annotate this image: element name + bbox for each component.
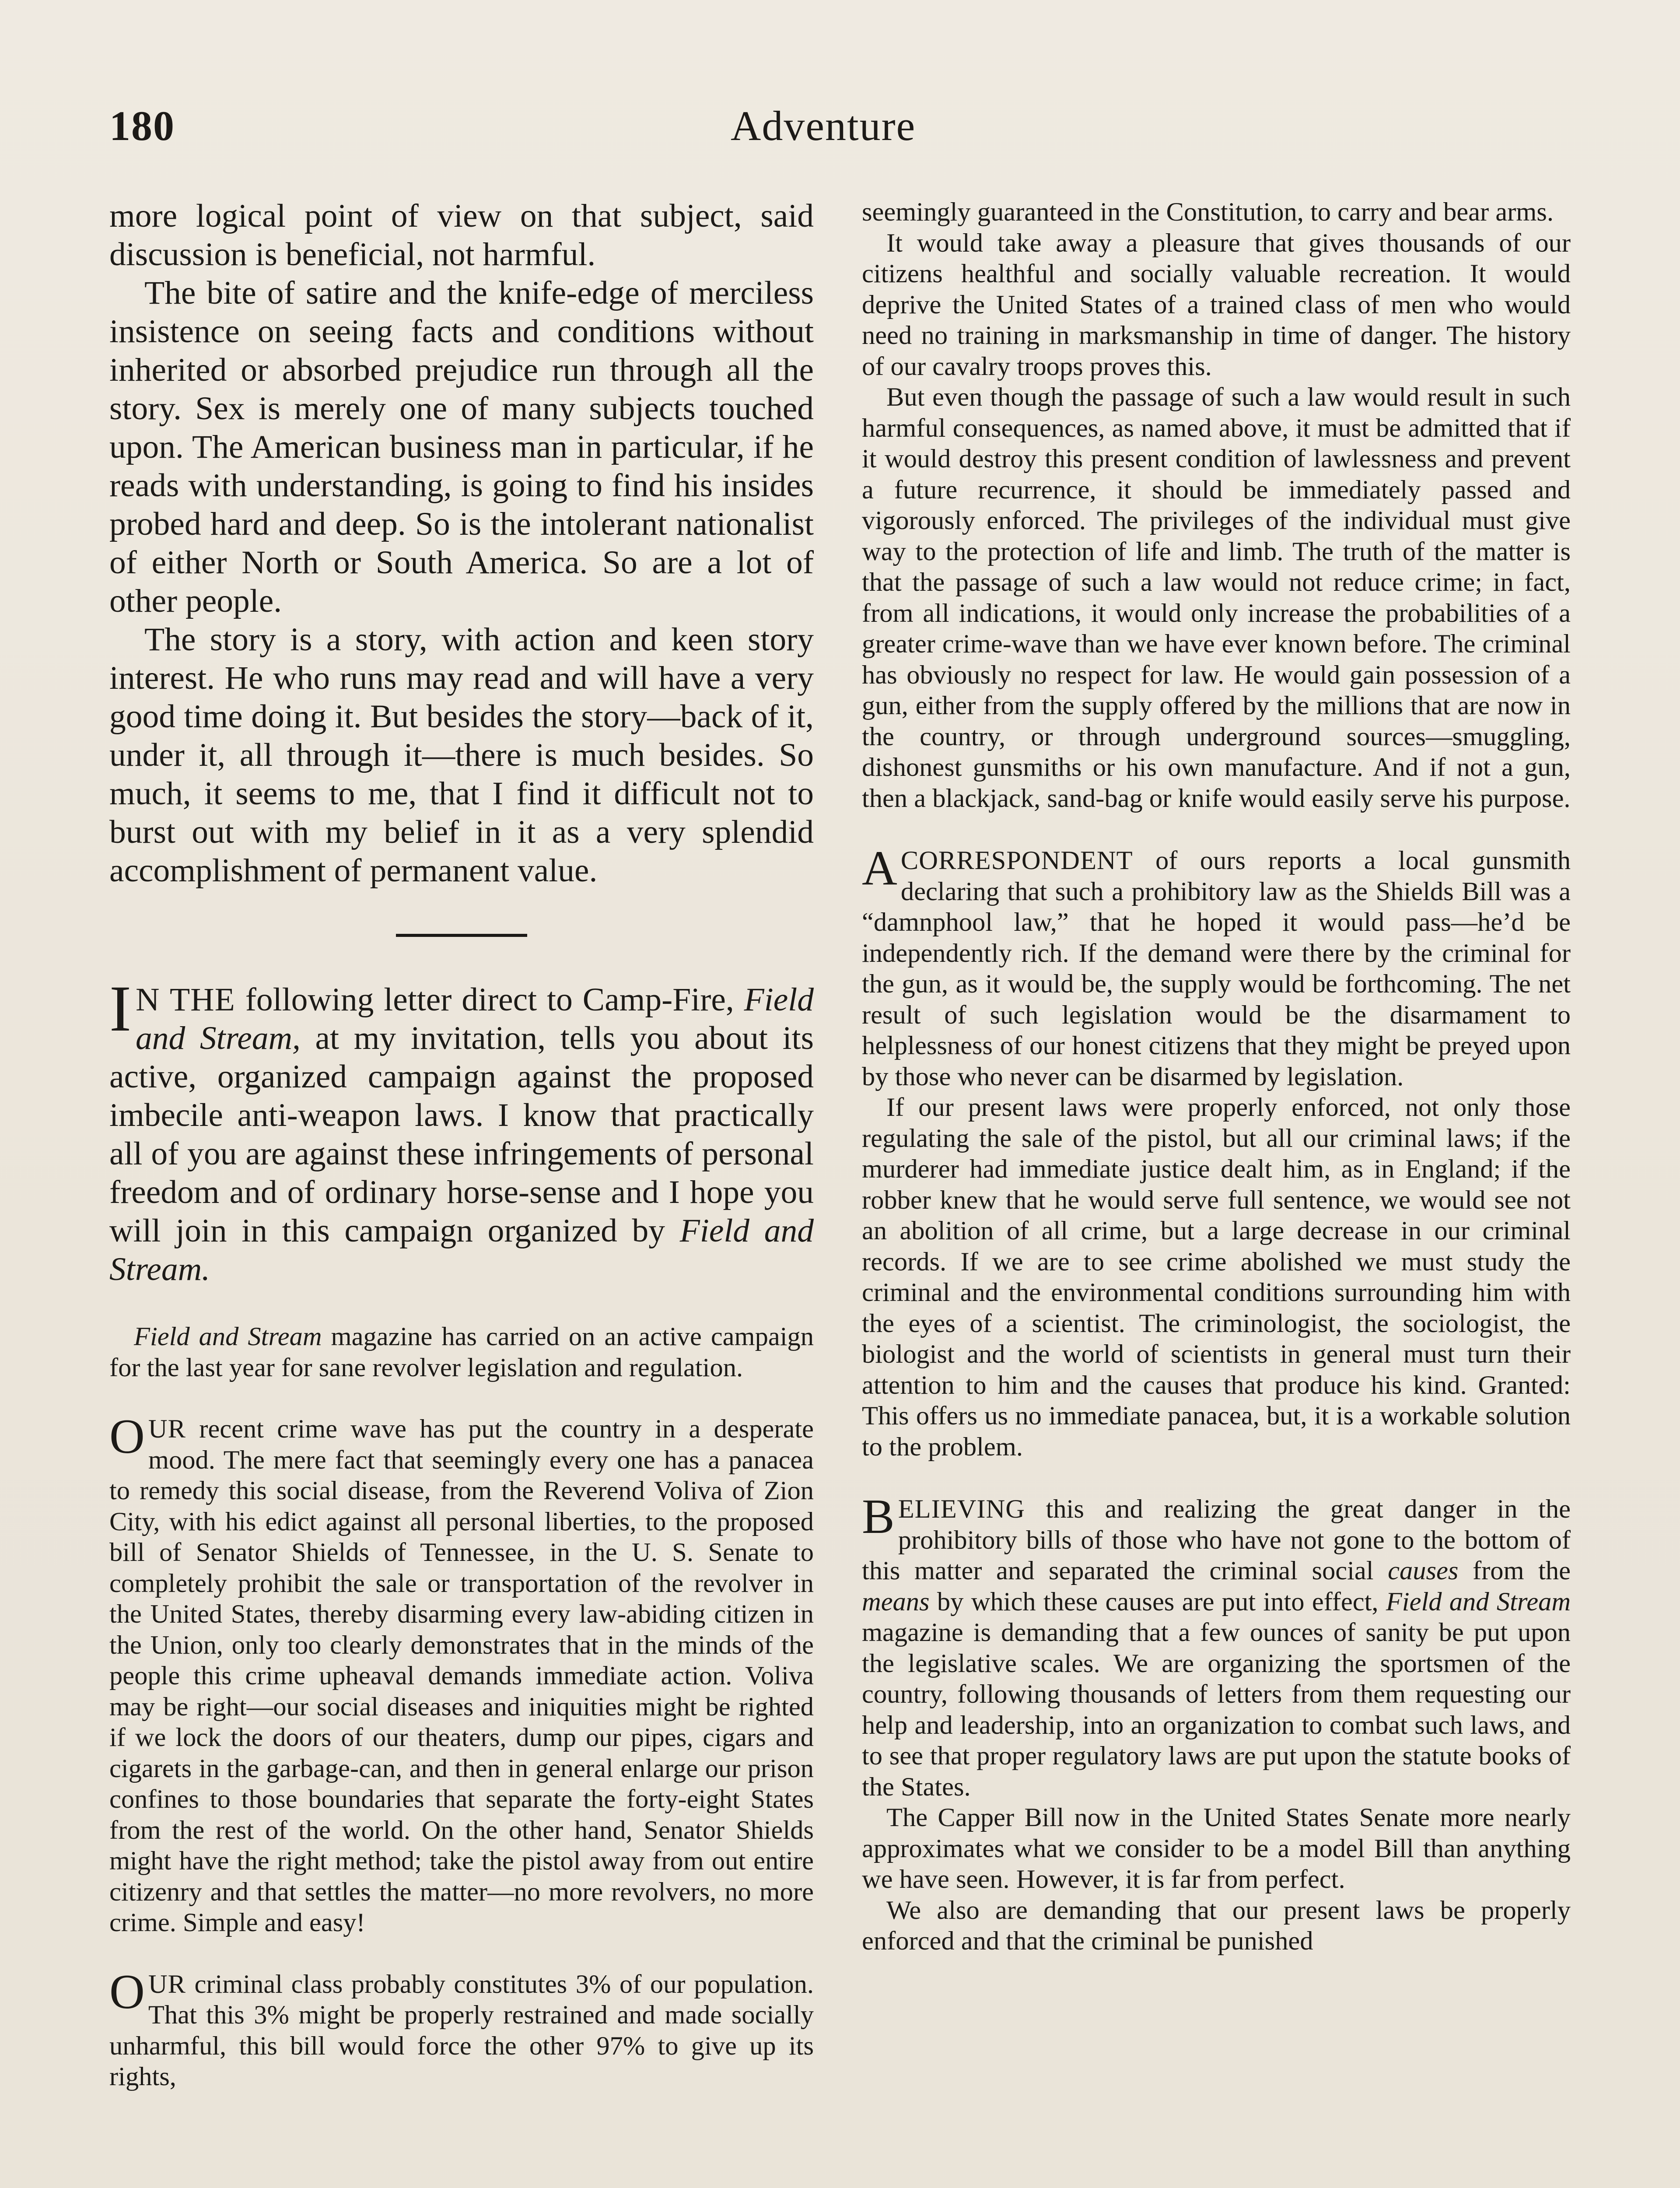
emphasis: causes: [1388, 1556, 1459, 1585]
paragraph: more logical point of view on that subject, said discussion is beneficial, not harmful.: [109, 198, 814, 273]
text-run: this and realizing the great danger in the prohibitory bills of those who have not gone to the bottom of this matter and separated the criminal social: [862, 1494, 1571, 1585]
text-run: by which these causes are put into effect,: [929, 1587, 1386, 1616]
text-run: from the: [1458, 1556, 1571, 1585]
small-caps-lead: CORRESPONDENT: [900, 846, 1133, 875]
text-run: at my invitation, tells you about its active, organized campaign against the proposed imbecile anti-weapon laws. I know that practically all of you are against these infringements of personal freedom and of ordinary horse-sense and I hope you will join in this campaign organized by: [109, 1020, 814, 1249]
paragraph: The Capper Bill now in the United States Senate more nearly approximates what we consider to be a model Bill than anything we have seen. However, it is far from perfect.: [862, 1803, 1571, 1894]
drop-cap: B: [862, 1490, 895, 1544]
paragraph: We also are demanding that our present laws be properly enforced and that the criminal be punished: [862, 1895, 1571, 1956]
small-caps-lead: UR: [148, 1414, 186, 1444]
magazine-name: Field and Stream.: [109, 1213, 814, 1287]
running-head: Adventure: [731, 102, 916, 149]
paragraph: It would take away a pleasure that gives thousands of our citizens healthful and socially valuable recreation. It would deprive the United States of a trained class of men who would need no training in marksmanship in time of danger. The history of our cavalry troops proves this.: [862, 228, 1571, 381]
emphasis: means: [862, 1587, 930, 1616]
paragraph: If our present laws were properly enforced, not only those regulating the sale of the pistol, but all our criminal laws; if the murderer had immediate justice dealt him, as in England; if the robber knew that he would serve full sentence, we would see not an abolition of all crime, but a large decrease in our criminal records. If we are to see crime abolished we must study the criminal and the environmental conditions surrounding him with the eyes of a scientist. The criminologist, the sociologist, the biologist and the world of scientists in general must turn their attention to him and the causes that produce his kind. Granted: This offers us no immediate panacea, but, it is a workable solution to the problem.: [862, 1093, 1571, 1462]
paragraph: But even though the passage of such a law would result in such harmful consequences, as named above, it must be admitted that if it would destroy this present condition of lawlessness and prevent a future recurrence, it should be immediately passed and vigorously enforced. The privileges of the individual must give way to the protection of life and limb. The truth of the matter is that the passage of such a law would not reduce crime; in fact, from all indications, it would only increase the probabilities of a greater crime-wave than we have ever known before. The criminal has obviously no respect for law. He would gain possession of a gun, either from the supply offered by the millions that are now in the country, or through underground sources—smuggling, dishonest gunsmiths or his own manufacture. And if not a gun, then a blackjack, sand-bag or knife would easily serve his purpose.: [862, 382, 1571, 813]
crime-wave-paragraph: [109, 1410, 814, 1939]
correspondent-paragraph: [862, 841, 1571, 1092]
small-caps-lead: UR: [148, 1969, 186, 1999]
believing-paragraph: [862, 1490, 1571, 1802]
text-run: magazine has carried on an active campaign for the last year for sane revolver legislation and regulation.: [109, 1322, 814, 1382]
text-run: following letter direct to Camp-Fire,: [235, 982, 744, 1018]
text-run: criminal class probably constitutes 3% of our population. That this 3% might be properly restrained and made socially unharmful, this bill would force the other 97% to give up its rights,: [109, 1969, 814, 2091]
text-run: magazine is demanding that a few ounces of sanity be put upon the legislative scales. We are organizing the sportsmen of the country, following thousands of letters from them requesting our help and leadership, into an organization to combat such laws, and to see that proper regulatory laws are put upon the statute books of the States.: [862, 1618, 1571, 1802]
page-header: [109, 102, 1571, 163]
left-column: [109, 197, 814, 2093]
drop-cap: O: [109, 1410, 145, 1464]
letter-intro-paragraph: [109, 972, 814, 1289]
magazine-name: Field and Stream: [1386, 1587, 1571, 1616]
drop-cap: I: [109, 972, 131, 1045]
small-caps-lead: N THE: [135, 982, 235, 1018]
section-divider: [396, 934, 527, 937]
magazine-name: Field and Stream,: [135, 982, 814, 1056]
paragraph: seemingly guaranteed in the Constitution, to carry and bear arms.: [862, 197, 1554, 227]
magazine-name: Field and Stream: [134, 1322, 322, 1351]
page-number: 180: [109, 102, 175, 149]
criminal-class-paragraph: [109, 1964, 814, 2093]
text-run: recent crime wave has put the country in a desperate mood. The mere fact that seemingly every one has a panacea to remedy this social disease, from the Reverend Voliva of Zion City, with his edict against all personal liberties, to the proposed bill of Senator Shields of Tennessee, in the U. S. Senate to completely prohibit the sale or transportation of the revolver in the United States, thereby disarming every law-abiding citizen in the Union, only too clearly demonstrates that in the minds of the people this crime upheaval demands immediate action. Voliva may be right—our social diseases and iniquities might be righted if we lock the doors of our theaters, dump our pipes, cigars and cigarets in the garbage-can, and then in general enlarge our prison confines to those boundaries that separate the forty-eight States from the rest of the world. On the other hand, Senator Shields might have the right method; take the pistol away from out entire citizenry and that settles the matter—no more revolvers, no more crime. Simple and easy!: [109, 1414, 814, 1937]
paragraph: The story is a story, with action and keen story interest. He who runs may read and will have a very good time doing it. But besides the story—back of it, under it, all through it—there is much besides. So much, it seems to me, that I find it difficult not to burst out with my belief in it as a very splendid accomplishment of permanent value.: [109, 621, 814, 889]
paragraph: The bite of satire and the knife-edge of merciless insistence on seeing facts and conditions without inherited or absorbed prejudice run through all the story. Sex is merely one of many subjects touched upon. The American business man in particular, if he reads with understanding, is going to find his insides probed hard and deep. So is the intolerant nationalist of either North or South America. So are a lot of other people.: [109, 275, 814, 619]
editor-note: [109, 1322, 814, 1383]
small-caps-lead: ELIEVING: [898, 1494, 1025, 1524]
drop-cap: A: [862, 841, 897, 895]
text-run: of ours reports a local gunsmith declaring that such a prohibitory law as the Shields Bill was a “damnphool law,” that he hoped it would pass—he’d be independently rich. If the demand were there by the criminal for the gun, as it would be, the supply would be forthcoming. The net result of such legislation would be the disarmament to helplessness of our honest citizens that they might be preyed upon by those who never can be disarmed by legislation.: [862, 846, 1571, 1091]
right-column: [862, 197, 1571, 1957]
drop-cap: O: [109, 1964, 145, 2019]
